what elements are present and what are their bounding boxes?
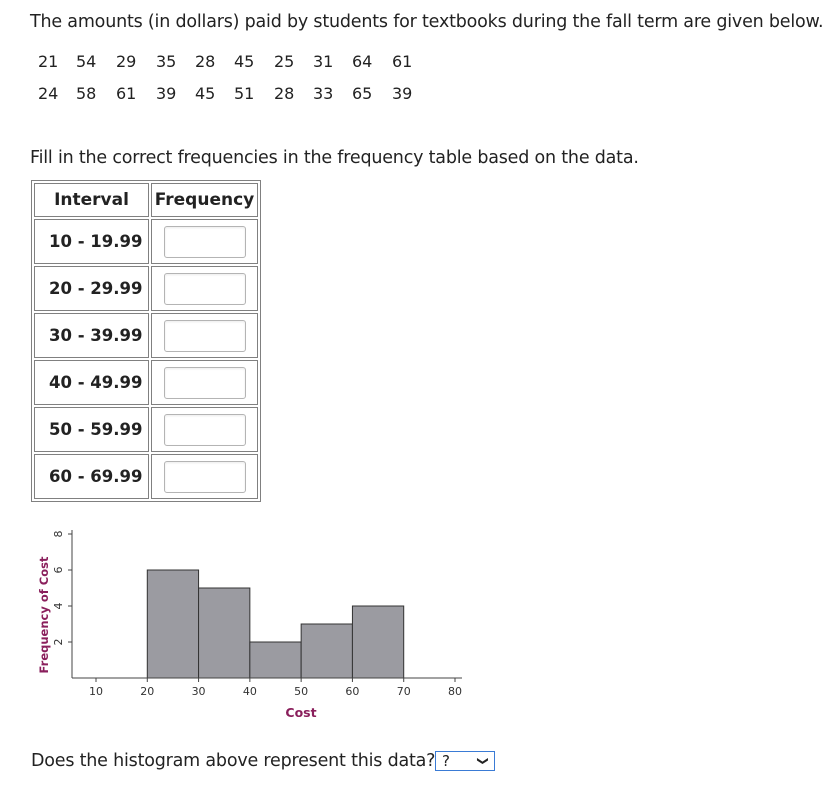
x-axis-label: Cost bbox=[285, 705, 317, 720]
y-axis-ticks bbox=[52, 531, 72, 646]
problem-intro: The amounts (in dollars) paid by students for textbooks during the fall term are given below. bbox=[30, 12, 823, 32]
chevron-down-icon: ❯ bbox=[476, 756, 490, 766]
data-value: 25 bbox=[274, 52, 295, 71]
y-tick-label: 6 bbox=[52, 566, 65, 574]
interval-label: 40 - 49.99 bbox=[34, 360, 149, 405]
histogram-bar bbox=[352, 606, 403, 678]
interval-label: 30 - 39.99 bbox=[34, 313, 149, 358]
interval-header: Interval bbox=[34, 183, 149, 217]
interval-label: 60 - 69.99 bbox=[34, 454, 149, 499]
frequency-input-60-69[interactable] bbox=[164, 461, 246, 493]
y-tick-label: 8 bbox=[52, 530, 65, 538]
table-row bbox=[34, 360, 258, 405]
frequency-input-20-29[interactable] bbox=[164, 273, 246, 305]
answer-select[interactable] bbox=[435, 751, 495, 771]
data-value: 64 bbox=[352, 52, 373, 71]
x-tick-label: 50 bbox=[294, 685, 309, 698]
frequency-header: Frequency bbox=[151, 183, 258, 217]
data-value: 45 bbox=[234, 52, 255, 71]
data-value: 28 bbox=[274, 84, 295, 103]
x-tick-label: 60 bbox=[345, 685, 360, 698]
table-instruction: Fill in the correct frequencies in the frequency table based on the data. bbox=[30, 148, 639, 168]
x-tick-label: 10 bbox=[89, 685, 103, 698]
interval-label: 20 - 29.99 bbox=[34, 266, 149, 311]
y-tick-label: 4 bbox=[52, 602, 65, 610]
data-value: 28 bbox=[195, 52, 216, 71]
interval-label: 10 - 19.99 bbox=[34, 219, 149, 264]
data-value: 61 bbox=[116, 84, 137, 103]
y-tick-label: 2 bbox=[52, 638, 65, 646]
frequency-input-10-19[interactable] bbox=[164, 226, 246, 258]
table-row bbox=[34, 313, 258, 358]
data-value: 24 bbox=[38, 84, 59, 103]
data-value: 58 bbox=[76, 84, 97, 103]
y-axis-label: Frequency of Cost bbox=[37, 556, 51, 674]
x-tick-label: 70 bbox=[396, 685, 411, 698]
frequency-input-50-59[interactable] bbox=[164, 414, 246, 446]
frequency-input-30-39[interactable] bbox=[164, 320, 246, 352]
x-tick-label: 80 bbox=[448, 685, 462, 698]
data-value: 45 bbox=[195, 84, 216, 103]
histogram-bar bbox=[199, 588, 250, 678]
x-tick-label: 20 bbox=[140, 685, 155, 698]
data-value: 51 bbox=[234, 84, 255, 103]
interval-label: 50 - 59.99 bbox=[34, 407, 149, 452]
x-axis-ticks bbox=[89, 678, 462, 698]
table-row bbox=[34, 454, 258, 499]
data-value: 39 bbox=[392, 84, 413, 103]
histogram-chart bbox=[0, 520, 500, 730]
data-value: 35 bbox=[156, 52, 177, 71]
x-tick-label: 40 bbox=[242, 685, 257, 698]
data-value: 39 bbox=[156, 84, 177, 103]
data-value: 21 bbox=[38, 52, 59, 71]
table-row bbox=[34, 219, 258, 264]
data-value: 31 bbox=[313, 52, 334, 71]
table-row bbox=[34, 407, 258, 452]
data-value: 54 bbox=[76, 52, 97, 71]
histogram-bar bbox=[147, 570, 198, 678]
frequency-input-40-49[interactable] bbox=[164, 367, 246, 399]
histogram-bar bbox=[301, 624, 352, 678]
table-row bbox=[34, 266, 258, 311]
x-tick-label: 30 bbox=[191, 685, 206, 698]
histogram-bar bbox=[250, 642, 301, 678]
data-value: 61 bbox=[392, 52, 413, 71]
frequency-table bbox=[31, 180, 261, 502]
answer-select-value: ? bbox=[442, 752, 450, 770]
histogram-question: Does the histogram above represent this data? bbox=[31, 751, 436, 771]
data-value: 33 bbox=[313, 84, 334, 103]
data-value: 65 bbox=[352, 84, 373, 103]
histogram-bars bbox=[147, 570, 403, 678]
data-value: 29 bbox=[116, 52, 137, 71]
